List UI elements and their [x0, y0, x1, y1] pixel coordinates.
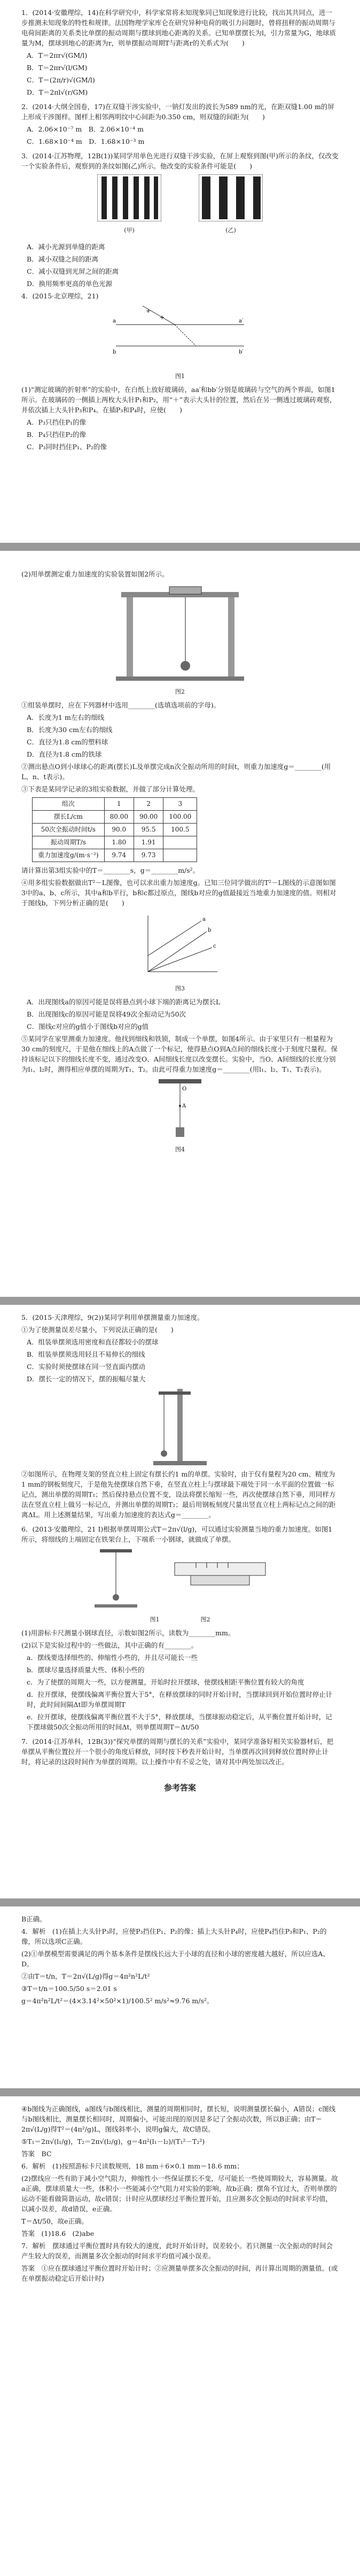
- question-6-b: (2)以下是实验过程中的一些做法，其中正确的有________。: [21, 1641, 198, 1649]
- document-page-4: [0, 1906, 360, 2088]
- data-table: [32, 797, 197, 862]
- glass-refraction-figure: [21, 303, 339, 381]
- question-1-option-a: A．T＝2πr√(GM/l): [27, 51, 88, 59]
- document-page-1: [0, 0, 360, 543]
- table-cell: 振动周期T/s: [33, 836, 105, 849]
- question-4-2a-option-c: C．直径为1.8 cm的塑料球: [27, 738, 108, 746]
- question-4-2-c: ③下表是某同学记录的3组实验数据，并做了部分计算处理。: [21, 785, 199, 793]
- table-header-cell: 3: [163, 798, 197, 811]
- pendulum-apparatus-figure: [21, 581, 339, 697]
- home-pendulum-diagram: [143, 1076, 217, 1141]
- answer-1-tail: B正确。: [21, 1915, 46, 1923]
- table-header-row: [33, 798, 197, 811]
- question-3-option-a: A．减小光源到单缝的距离: [27, 243, 105, 251]
- question-4-2a-option-a: A．长度为1 m左右的细线: [27, 713, 105, 721]
- question-6-figures: [21, 1547, 339, 1625]
- question-4-option-b: B．P₄只挡住P₂的像: [27, 430, 87, 439]
- question-4-2d-option-a: A．出现图线a的原因可能是误将悬点到小球下端的距离记为摆长L: [27, 998, 221, 1006]
- question-5-b: ②如图所示，在物理支架的竖直立柱上固定有摆长约1 m的单摆。实验时，由于仅有量程为20 cm、精度为1 mm的钢板刻度尺，于是他先使摆球自然下垂，在竖直立柱上与摆球最下端处于同一水平面的位置做一标记点，测出单摆的周期T₁；然后保持悬点位置不变，设法将摆长缩短一些，再次使摆球自然下垂，用同样方法在竖直立柱上做另一标记点，并测出单摆的周期T₂；最后用钢板刻度尺量出竖直立柱上两标记点之间的距离ΔL。用上述测量结果，写出重力加速度的表达式g＝________。: [21, 1470, 336, 1519]
- figure-2-caption: 图2: [175, 688, 185, 695]
- question-5a-option-c: C．实验时须使摆球在同一竖直面内摆动: [27, 1363, 146, 1371]
- question-4: 4．(2015·北京理综，21): [21, 292, 99, 300]
- answer-4: 4．解析 (1)在插上大头针P₃时，应使P₃挡住P₁、P₂的像；插上大头针P₄时，应使P₄挡住P₃和P₁、P₂的像，所以选项C正确。: [21, 1927, 327, 1946]
- question-6-a: (1)用游标卡尺测量小钢球直径，示数如图2所示，读数为________mm。: [21, 1629, 235, 1637]
- answer-7: 7．解析 摆球通过平衡位置时具有较大的速度，此时开始计时，误差较小。若只测量一次全振动的时间会产生较大的误差，而测量多次全振动的时间求平均值可减小误差。: [21, 2242, 333, 2260]
- svg-text:b: b: [113, 349, 116, 355]
- glass-slab-diagram: [111, 303, 249, 367]
- fringe-pattern-yi: [199, 174, 263, 221]
- table-row: [33, 836, 197, 849]
- question-6-figures-caption: 图1 图2: [150, 1616, 210, 1623]
- table-cell: 100.00: [163, 811, 197, 824]
- table-cell: [163, 849, 197, 862]
- question-4-part-2: (2)用单摆测定重力加速度的实验装置如图2所示。: [21, 570, 169, 578]
- table-cell: 9.74: [104, 849, 134, 862]
- table-row: [33, 811, 197, 824]
- home-pendulum-figure: [21, 1076, 339, 1155]
- question-4-2-c2: 请计算出第3组实验中的T＝________s，g＝________m/s²。: [21, 866, 200, 874]
- table-cell: [163, 836, 197, 849]
- svg-text:a: a: [202, 917, 206, 922]
- question-3-option-c: C．减小双缝到光屏之间的距离: [27, 267, 119, 275]
- answer-7-result: 答案 ①应在摆球通过平衡位置时开始计时；②应测量单摆多次全振动的时间，再计算出周期的测量值。(或在单摆振动稳定后开始计时): [21, 2264, 338, 2282]
- table-cell: 50次全振动时间t/s: [33, 824, 105, 836]
- question-2-options-ab: A．2.06×10⁻⁷ m B．2.06×10⁻⁴ m: [27, 125, 144, 133]
- table-cell: 重力加速度g/(m·s⁻²): [33, 849, 105, 862]
- table-cell: 100.5: [163, 824, 197, 836]
- figure-label-yi: (乙): [225, 227, 236, 234]
- answer-section-title: 参考答案: [163, 1783, 196, 1793]
- svg-text:O: O: [182, 1086, 187, 1092]
- pendulum-stand-diagram: [100, 581, 260, 683]
- question-6: 6．(2013·安徽理综，21 I)根据单摆周期公式T＝2π√(l/g)，可以通过实验测量当地的重力加速度。如图1所示，将细线的上端固定在铁架台上，下端系一小钢球，就做成了单摆。: [21, 1525, 333, 1543]
- question-5-a: ①为了使测量误差尽量小，下列说法正确的是( ): [21, 1326, 174, 1334]
- svg-text:b′: b′: [239, 349, 244, 355]
- document-page-3: [0, 1305, 360, 1898]
- figure-4-caption: 图4: [175, 1146, 185, 1153]
- answer-4-2: (2)①单摆模型需要满足的两个基本条件是摆线长远大于小球的直径和小球的密度越大越好，所以应选A、D。: [21, 1950, 330, 1968]
- table-header-cell: 组次: [33, 798, 105, 811]
- question-4-option-a: A．P₃只挡住P₁的像: [27, 418, 86, 426]
- question-4-2a-option-d: D．直径为1.8 cm的铁球: [27, 750, 102, 758]
- document-page-2: [0, 551, 360, 1297]
- table-cell: 90.0: [104, 824, 134, 836]
- answer-6-result: 答案 (1)18.6 (2)abe: [21, 2229, 95, 2237]
- answer-6: 6．解析 (1)按照游标卡尺读数规则，18 mm＋6×0.1 mm＝18.6 mm；: [21, 2162, 244, 2170]
- table-cell: 1.91: [134, 836, 163, 849]
- question-1-option-d: D．T＝2πl√(r/GM): [27, 88, 88, 96]
- question-1-option-b: B．T＝2πr√(l/GM): [27, 64, 88, 72]
- question-4-2-d: ④用多组实验数据做出T²－L图像，也可以求出重力加速度g。已知三位同学做出的T²－L图线的示意图如图3中的a、b、c所示，其中a和b平行，b和c都过原点，图线b对应的g值最接近当地重力加速度的值。则相对于图线b，下列分析正确的是( ): [21, 879, 336, 907]
- svg-text:A: A: [182, 1103, 186, 1109]
- figure-3-caption: 图3: [175, 985, 185, 992]
- question-3: 3．(2014·江苏物理，12B(1))某同学用单色光进行双缝干涉实验，在屏上观察到图(甲)所示的条纹，仅改变一个实验条件后，观察到的条纹如图(乙)所示。他改变的实验条件可能是( ): [21, 152, 339, 170]
- question-4-part-1: (1)“测定玻璃的折射率”的实验中，在白纸上放好玻璃砖，aa′和bb′分别是玻璃砖与空气的两个界面，如图1所示。在玻璃砖的一侧插上两枚大头针P₁和P₂，用“＋”表示大头针的位置，然后在另一侧透过玻璃砖观察，并依次插上大头针P₃和P₄。在插P₃和P₄时，应使( ): [21, 386, 336, 414]
- answer-5: 答案 BC: [21, 2150, 52, 2158]
- question-4-2d-option-c: C．图线c对应的g值小于图线b对应的g值: [27, 1022, 149, 1031]
- table-cell: 95.5: [134, 824, 163, 836]
- table-header-cell: 1: [104, 798, 134, 811]
- question-6b-item-b: b．摆球尽量选择质量大些、体积小些的: [27, 1666, 145, 1674]
- answer-4-formula-3: g＝4π²n²L/t²＝(4×3.14²×50²×1)/100.5² m/s²≈9.76 m/s²。: [21, 1997, 214, 2005]
- question-5a-option-b: B．组装单摆须选用轻且不易伸长的细线: [27, 1350, 145, 1358]
- question-6b-item-c: c．为了使摆的周期大一些，以方便测量，开始时拉开摆球，使摆线相距平衡位置有较大的角度: [27, 1678, 304, 1686]
- vertical-pole-pendulum-figure: [21, 1386, 339, 1469]
- question-7: 7．(2014·江苏单科，12B(3))“探究单摆的周期与摆长的关系”实验中，某同学准备好相关实验器材后，把单摆从平衡位置拉开一个很小的角度后释放，同时按下秒表开始计时，当单摆再次回到释放位置时停止计时，将记录的这段时间作为单摆的周期。以上操作中有不妥之处，请对其中两处加以改正。: [21, 1737, 334, 1766]
- table-cell: 90.00: [134, 811, 163, 824]
- question-4-2a-option-b: B．长度为30 cm左右的细线: [27, 726, 113, 734]
- table-header-cell: 2: [134, 798, 163, 811]
- question-2: 2．(2014·大纲全国卷，17)在双缝干涉实验中，一钠灯发出的波长为589 nm的光，在距双缝1.00 m的屏上形成干涉图样。图样上相邻两明纹中心间距为0.350 cm，则双缝的间距为( ): [21, 103, 334, 121]
- answer-4-e: ⑤T₁＝2π√(l₁/g)，T₂＝2π√(l₂/g)，g＝4π²(l₁－l₂)/(T₁²－T₂²): [21, 2137, 205, 2146]
- table-cell: 摆长L/cm: [33, 811, 105, 824]
- question-1: 1．(2014·安徽理综，14)在科学研究中，科学家常将未知现象同已知现象进行比较，找出其共同点，进一步推测未知现象的特性和规律。法国物理学家库仑在研究异种电荷的吸引力问题时，曾将扭秤的振动周期与电荷间距离的关系类比单摆的振动周期与摆球到地心距离的关系。已知单摆摆长为l，引力常量为G，地球质量为M，摆球到地心的距离为r，则单摆振动周期T与距离r的关系式为( ): [21, 9, 336, 47]
- t2-l-graph: [137, 910, 223, 980]
- table-cell: 9.73: [134, 849, 163, 862]
- table-row: [33, 849, 197, 862]
- svg-text:c: c: [213, 943, 216, 949]
- interference-pattern-figure: [21, 174, 339, 239]
- table-cell: 1.80: [104, 836, 134, 849]
- table-row: [33, 824, 197, 836]
- answer-6-2: (2)摆线应一些有助于减小空气阻力，伸缩性小一些保证摆长不变，尽可能长一些使周期较大，容易测量。故a正确，摆球质量大一些，体积小一些能减小空气阻力对实验的影响，故b正确；摆角不宜过大，否则单摆的运动不能看做简谐运动，故c错误；计时应从摆球经过平衡位置开始，且应测多次全振动的时间求平均值，以减小误差，故d错误，e正确。: [21, 2174, 338, 2213]
- question-6b-item-d: d．拉开摆球，使摆线偏离平衡位置大于5°，在释放摆球的同时开始计时，当摆球回到开始位置时停止计时，此时间间隔Δt即为单摆周期T: [27, 1690, 333, 1709]
- question-6b-item-e: e．拉开摆球，使摆线偏离平衡位置不大于5°，释放摆球，当摆球振动稳定后，从平衡位置开始计时，记下摆球做50次全振动所用的时间Δt，则单摆周期T＝Δt/50: [27, 1713, 332, 1731]
- table-cell: 80.00: [104, 811, 134, 824]
- answer-4-formula-1: ②由T＝t/n，T＝2π√(L/g)得g＝4π²n²L/t²: [21, 1972, 150, 1980]
- fringe-pattern-jia: [97, 174, 161, 221]
- question-4-2-a: ①组装单摆时，应在下列器材中选用________(选填选项前的字母)。: [21, 701, 221, 709]
- svg-text:a′: a′: [239, 318, 244, 324]
- question-4-2-e: ⑤某同学在家里测重力加速度。他找到细线和铁锁，制成一个单摆，如图4所示。由于家里只有一根量程为30 cm的刻度尺，于是他在细线上的A点做了一个标记，使得悬点O到A点间的细线长度小于刻度尺量程。保持该标记以下的细线长度不变，通过改变O、A间细线长度以改变摆长。实验中，当O、A间细线的长度分别为l₁、l₂时，测得相应单摆的周期为T₁、T₂。由此可得重力加速度g＝________(用l₁、l₂、T₁、T₂表示)。: [21, 1035, 338, 1073]
- answer-4-d: ④b图线为正确图线，a图线与b图线相比，测量的周期相同时，摆长短，说明测量摆长偏小，A错误；c图线与b图线相比，测量摆长相同时，周期偏小，可能出现的原因是多记了全振动次数，所以B正确；由T＝2π√(L/g)得T²＝(4π²/g)L，图线斜率小，说明g偏大，故C错误。: [21, 2105, 336, 2133]
- pendulum-and-caliper-diagram: [84, 1547, 276, 1611]
- figure-label-jia: (甲): [124, 227, 135, 234]
- question-4-2d-option-b: B．出现图线c的原因可能是误将49次全振动记为50次: [27, 1010, 186, 1018]
- question-4-option-c: C．P₃同时挡住P₁、P₂的像: [27, 443, 107, 451]
- question-1-option-c: C．T＝(2π/r)√(GM/l): [27, 76, 95, 84]
- question-3-option-b: B．减小双缝之间的距离: [27, 255, 99, 263]
- svg-text:a: a: [113, 318, 116, 324]
- svg-text:b: b: [208, 927, 212, 933]
- question-5a-option-a: A．组装单摆须选用密度和直径都较小的摆球: [27, 1338, 159, 1346]
- answer-4-formula-2: ③T＝t/n＝100.5/50 s＝2.01 s: [21, 1985, 117, 1993]
- vertical-pole-diagram: [127, 1386, 233, 1466]
- question-2-options-cd: C．1.68×10⁻⁴ m D．1.68×10⁻³ m: [27, 137, 145, 145]
- t2-l-graph-figure: [21, 910, 339, 994]
- document-page-5: [0, 2096, 360, 2576]
- question-5: 5．(2015·天津理综，9(2))某同学利用单摆测量重力加速度。: [21, 1313, 204, 1321]
- question-4-2-b: ②测出悬点O到小球球心的距离(摆长)L及单摆完成n次全振动所用的时间t，则重力加速度g＝________(用L、n、t表示)。: [21, 763, 331, 781]
- figure-1-caption: 图1: [175, 373, 185, 380]
- svg-text:+: +: [146, 307, 151, 314]
- question-3-option-d: D．换用频率更高的单色光源: [27, 280, 113, 288]
- svg-text:+: +: [160, 314, 165, 321]
- question-5a-option-d: D．摆长一定的情况下，摆的振幅尽量大: [27, 1375, 146, 1383]
- answer-6-3: T＝Δt/50，故e正确。: [21, 2217, 88, 2225]
- question-6b-item-a: a．摆线要选择细些的、伸缩性小些的，并且尽可能长一些: [27, 1654, 198, 1662]
